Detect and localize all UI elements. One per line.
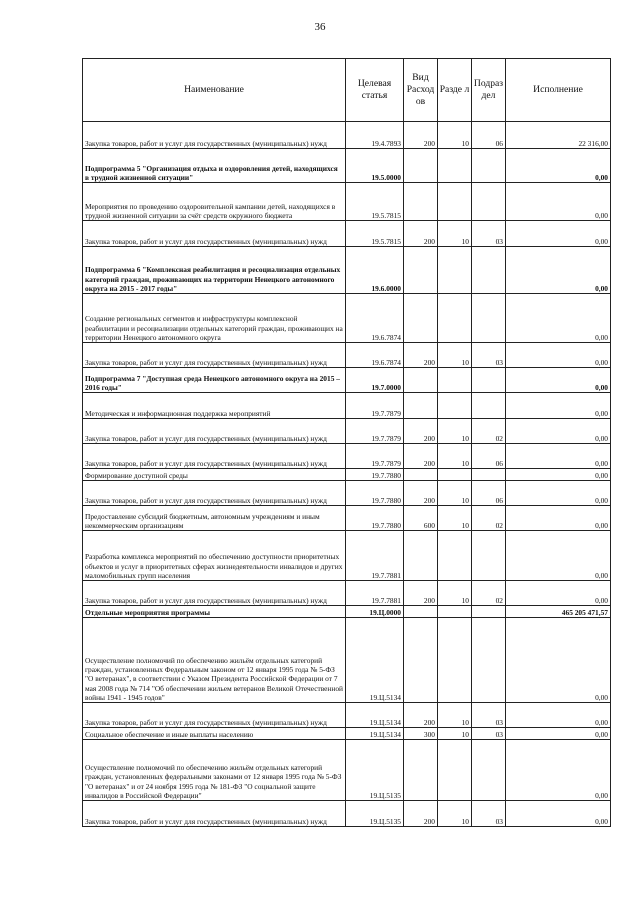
row-section: 10 [438, 481, 472, 506]
row-target-article: 19.6.7874 [346, 343, 404, 368]
row-name: Закупка товаров, работ и услуг для государственных (муниципальных) нужд [83, 801, 346, 827]
row-name: Закупка товаров, работ и услуг для государственных (муниципальных) нужд [83, 581, 346, 606]
row-execution: 0,00 [506, 368, 611, 393]
table-row [83, 618, 611, 703]
row-execution: 0,00 [506, 740, 611, 801]
table-row [83, 122, 611, 149]
table-row [83, 247, 611, 294]
row-subsection [472, 469, 506, 481]
row-section: 10 [438, 801, 472, 827]
row-section [438, 149, 472, 183]
table-row [83, 581, 611, 606]
row-name: Разработка комплекса мероприятий по обеспечению доступности приоритетных объектов и услуг в приоритетных сферах жизнедеятельности инвалидов и других маломобильных групп населения [83, 531, 346, 581]
row-expense-type [404, 606, 438, 618]
row-section: 10 [438, 343, 472, 368]
row-target-article: 19.Ц.5134 [346, 703, 404, 728]
row-section [438, 183, 472, 221]
table-row [83, 606, 611, 618]
row-execution: 0,00 [506, 221, 611, 247]
row-target-article: 19.7.7880 [346, 506, 404, 531]
row-section [438, 606, 472, 618]
table-row [83, 481, 611, 506]
row-expense-type: 300 [404, 728, 438, 740]
row-subsection [472, 618, 506, 703]
row-expense-type: 200 [404, 343, 438, 368]
row-execution: 22 316,00 [506, 122, 611, 149]
row-expense-type: 200 [404, 122, 438, 149]
row-subsection [472, 183, 506, 221]
row-section: 10 [438, 506, 472, 531]
row-expense-type [404, 393, 438, 419]
row-subsection: 02 [472, 581, 506, 606]
table-row [83, 294, 611, 343]
row-name: Социальное обеспечение и иные выплаты населению [83, 728, 346, 740]
table-row [83, 703, 611, 728]
row-target-article: 19.7.7880 [346, 469, 404, 481]
row-section [438, 740, 472, 801]
row-section: 10 [438, 419, 472, 444]
row-target-article: 19.Ц.5135 [346, 740, 404, 801]
row-execution: 0,00 [506, 801, 611, 827]
row-name: Формирование доступной среды [83, 469, 346, 481]
row-name: Предоставление субсидий бюджетным, автономным учреждениям и иным некоммерческим организациям [83, 506, 346, 531]
row-section: 10 [438, 581, 472, 606]
row-execution: 0,00 [506, 618, 611, 703]
table-row [83, 531, 611, 581]
row-name: Осуществление полномочий по обеспечению жильём отдельных категорий граждан, установленных Федеральным законом от 12 января 1995 года № 5-ФЗ "О ветеранах", в соответствии с Указом Президента Российской Федерации от 7 мая 2008 года № 714 "Об обеспечении жильем ветеранов Великой Отечественной войны 1941 - 1945 годов" [83, 618, 346, 703]
row-subsection [472, 368, 506, 393]
row-target-article: 19.5.7815 [346, 183, 404, 221]
table-row [83, 506, 611, 531]
row-execution: 0,00 [506, 393, 611, 419]
row-expense-type [404, 294, 438, 343]
row-target-article: 19.7.7881 [346, 531, 404, 581]
row-expense-type [404, 368, 438, 393]
row-subsection [472, 247, 506, 294]
row-execution: 0,00 [506, 343, 611, 368]
row-name: Закупка товаров, работ и услуг для государственных (муниципальных) нужд [83, 343, 346, 368]
row-target-article: 19.Ц.0000 [346, 606, 404, 618]
row-expense-type [404, 247, 438, 294]
row-expense-type: 200 [404, 703, 438, 728]
row-target-article: 19.5.7815 [346, 221, 404, 247]
row-execution: 465 205 471,57 [506, 606, 611, 618]
row-subsection [472, 531, 506, 581]
row-target-article: 19.7.7880 [346, 481, 404, 506]
row-subsection [472, 740, 506, 801]
table-row [83, 221, 611, 247]
page-number: 36 [314, 21, 326, 33]
row-execution: 0,00 [506, 183, 611, 221]
row-expense-type: 200 [404, 221, 438, 247]
row-name: Подпрограмма 5 "Организация отдыха и оздоровления детей, находящихся в трудной жизненной ситуации" [83, 149, 346, 183]
row-execution: 0,00 [506, 247, 611, 294]
table-row [83, 801, 611, 827]
row-expense-type [404, 149, 438, 183]
table-row [83, 368, 611, 393]
row-execution: 0,00 [506, 703, 611, 728]
row-subsection: 02 [472, 506, 506, 531]
header-section: Разде л [438, 59, 472, 122]
row-target-article: 19.7.7881 [346, 581, 404, 606]
row-execution: 0,00 [506, 506, 611, 531]
budget-table [82, 58, 611, 827]
row-execution: 0,00 [506, 581, 611, 606]
row-execution: 0,00 [506, 444, 611, 469]
row-expense-type: 200 [404, 419, 438, 444]
row-target-article: 19.6.7874 [346, 294, 404, 343]
row-target-article: 19.Ц.5134 [346, 728, 404, 740]
table-row [83, 393, 611, 419]
row-target-article: 19.5.0000 [346, 149, 404, 183]
row-target-article: 19.Ц.5134 [346, 618, 404, 703]
header-subsection: Подраз дел [472, 59, 506, 122]
row-section [438, 393, 472, 419]
row-name: Осуществление полномочий по обеспечению жильём отдельных категорий граждан, установленных федеральными законами от 12 января 1995 года № 5-ФЗ "О ветеранах" и от 24 ноября 1995 года № 181-ФЗ "О социальной защите инвалидов в Российской Федерации" [83, 740, 346, 801]
row-subsection: 06 [472, 481, 506, 506]
row-expense-type [404, 183, 438, 221]
row-name: Подпрограмма 6 "Комплексная реабилитация и ресоциализация отдельных категорий граждан, проживающих на территории Ненецкого автономного округа на 2015 - 2017 годы" [83, 247, 346, 294]
row-expense-type: 200 [404, 801, 438, 827]
row-section: 10 [438, 122, 472, 149]
row-subsection [472, 294, 506, 343]
row-section [438, 247, 472, 294]
row-section: 10 [438, 444, 472, 469]
row-execution: 0,00 [506, 294, 611, 343]
row-expense-type: 200 [404, 581, 438, 606]
row-target-article: 19.6.0000 [346, 247, 404, 294]
row-execution: 0,00 [506, 728, 611, 740]
row-section [438, 294, 472, 343]
row-expense-type [404, 469, 438, 481]
header-article: Целевая статья [346, 59, 404, 122]
row-target-article: 19.7.7879 [346, 393, 404, 419]
row-section [438, 368, 472, 393]
table-row [83, 149, 611, 183]
row-subsection: 03 [472, 343, 506, 368]
row-subsection: 03 [472, 703, 506, 728]
row-subsection [472, 606, 506, 618]
table-row [83, 444, 611, 469]
row-subsection [472, 393, 506, 419]
row-execution: 0,00 [506, 149, 611, 183]
row-execution: 0,00 [506, 481, 611, 506]
row-subsection [472, 149, 506, 183]
row-name: Закупка товаров, работ и услуг для государственных (муниципальных) нужд [83, 703, 346, 728]
row-expense-type: 600 [404, 506, 438, 531]
header-type: Вид Расход ов [404, 59, 438, 122]
row-name: Отдельные мероприятия программы [83, 606, 346, 618]
row-section [438, 469, 472, 481]
row-section: 10 [438, 703, 472, 728]
row-section [438, 618, 472, 703]
table-row [83, 183, 611, 221]
table-row [83, 469, 611, 481]
table-row [83, 343, 611, 368]
row-section: 10 [438, 221, 472, 247]
row-name: Мероприятия по проведению оздоровительной кампании детей, находящихся в трудной жизненной ситуации за счёт средств окружного бюджета [83, 183, 346, 221]
row-name: Методическая и информационная поддержка мероприятий [83, 393, 346, 419]
row-expense-type [404, 740, 438, 801]
header-row [83, 59, 611, 122]
header-execution: Исполнение [506, 59, 611, 122]
row-name: Создание региональных сегментов и инфраструктуры комплексной реабилитации и ресоциализации отдельных категорий граждан, проживающих на территории Ненецкого автономного округа [83, 294, 346, 343]
row-target-article: 19.7.0000 [346, 368, 404, 393]
row-section: 10 [438, 728, 472, 740]
table-row [83, 728, 611, 740]
row-expense-type [404, 531, 438, 581]
row-name: Закупка товаров, работ и услуг для государственных (муниципальных) нужд [83, 122, 346, 149]
row-target-article: 19.4.7893 [346, 122, 404, 149]
row-subsection: 06 [472, 122, 506, 149]
row-subsection: 02 [472, 419, 506, 444]
row-target-article: 19.7.7879 [346, 419, 404, 444]
row-execution: 0,00 [506, 419, 611, 444]
row-expense-type: 200 [404, 481, 438, 506]
row-expense-type [404, 618, 438, 703]
row-name: Закупка товаров, работ и услуг для государственных (муниципальных) нужд [83, 444, 346, 469]
table-row [83, 740, 611, 801]
row-target-article: 19.7.7879 [346, 444, 404, 469]
row-section [438, 531, 472, 581]
row-execution: 0,00 [506, 531, 611, 581]
header-name: Наименование [83, 59, 346, 122]
row-subsection: 03 [472, 801, 506, 827]
row-name: Закупка товаров, работ и услуг для государственных (муниципальных) нужд [83, 481, 346, 506]
row-subsection: 06 [472, 444, 506, 469]
row-subsection: 03 [472, 728, 506, 740]
table-body [83, 122, 611, 827]
row-name: Закупка товаров, работ и услуг для государственных (муниципальных) нужд [83, 419, 346, 444]
row-expense-type: 200 [404, 444, 438, 469]
row-execution: 0,00 [506, 469, 611, 481]
row-name: Закупка товаров, работ и услуг для государственных (муниципальных) нужд [83, 221, 346, 247]
row-subsection: 03 [472, 221, 506, 247]
row-name: Подпрограмма 7 "Доступная среда Ненецкого автономного округа на 2015 – 2016 годы" [83, 368, 346, 393]
row-target-article: 19.Ц.5135 [346, 801, 404, 827]
table-row [83, 419, 611, 444]
